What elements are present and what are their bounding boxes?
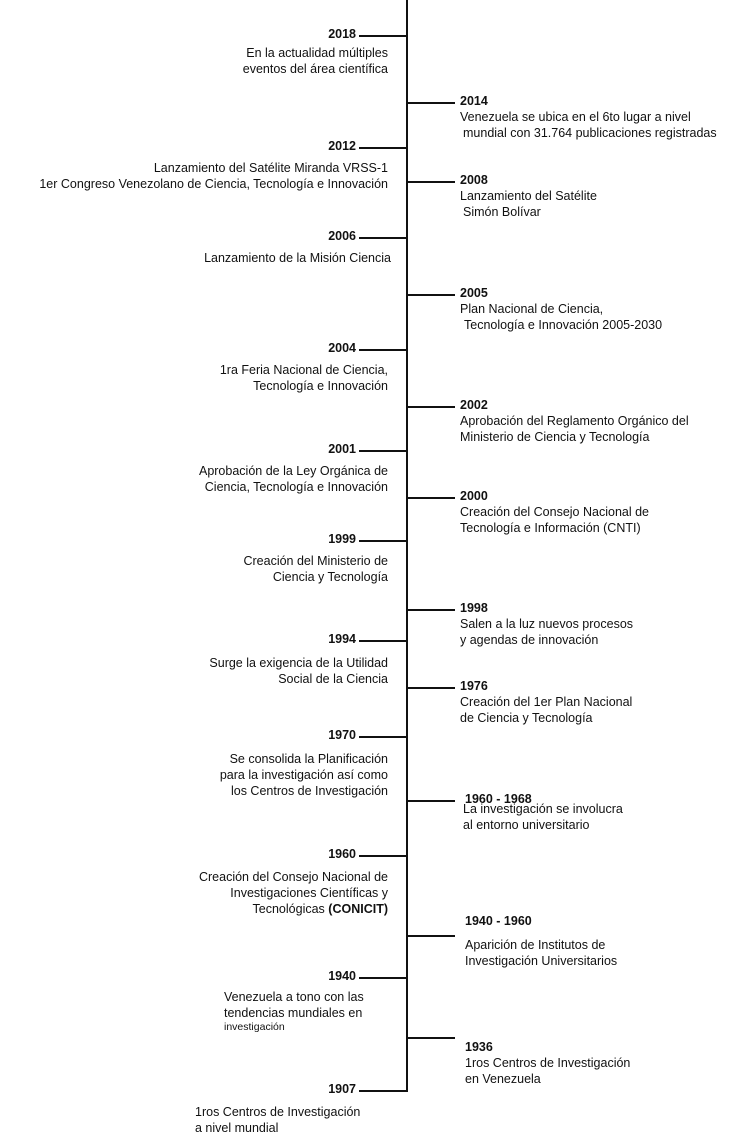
event-connector (359, 977, 406, 979)
event-description (243, 553, 388, 585)
event-year: 1999 (328, 532, 356, 546)
event-connector (408, 102, 455, 104)
event-description-line: Creación del Consejo Nacional de (460, 505, 650, 519)
event-year: 1994 (328, 632, 356, 646)
event-description (460, 188, 597, 220)
event-description-line (199, 901, 388, 917)
event-year: 2001 (328, 442, 356, 456)
event-connector (408, 935, 455, 937)
event-description-line: Ministerio de Ciencia y Tecnología (460, 430, 650, 444)
event-connector (359, 147, 406, 149)
event-description (460, 301, 662, 333)
event-description (465, 937, 617, 969)
event-description-line: Surge la exigencia de la Utilidad (209, 656, 388, 670)
event-year: 2004 (328, 341, 356, 355)
event-description-line: Lanzamiento del Satélite Miranda VRSS-1 (153, 161, 388, 175)
event-year: 1907 (328, 1082, 356, 1096)
event-description-line: Aprobación del Reglamento Orgánico del (460, 414, 689, 428)
event-connector (359, 640, 406, 642)
event-description-line: a nivel mundial (195, 1121, 279, 1135)
event-description (460, 504, 649, 536)
event-connector (359, 35, 406, 37)
event-year: 2002 (460, 398, 488, 412)
event-connector (408, 1037, 455, 1039)
event-description-line: Aparición de Institutos de (465, 938, 606, 952)
event-connector (359, 450, 406, 452)
event-description-line: Tecnología e Información (CNTI) (460, 521, 641, 535)
event-description (460, 616, 633, 648)
event-description-line: Venezuela a tono con las (224, 990, 364, 1004)
event-connector (408, 181, 455, 183)
event-year: 2014 (460, 94, 488, 108)
event-description-line: eventos del área científica (242, 62, 388, 76)
event-description-emphasis: (CONICIT) (328, 902, 388, 916)
event-year: 1976 (460, 679, 488, 693)
event-description-line: Investigaciones Científicas y (230, 886, 388, 900)
event-description-line: Social de la Ciencia (278, 672, 388, 686)
event-description (199, 463, 388, 495)
event-year: 2005 (460, 286, 488, 300)
event-description-line: Plan Nacional de Ciencia, (460, 302, 604, 316)
event-connector (359, 1090, 406, 1092)
event-description (243, 45, 388, 77)
event-description-line: para la investigación así como (219, 768, 388, 782)
event-description-line: Tecnología e Innovación 2005-2030 (464, 318, 663, 332)
event-description-line: tendencias mundiales en (224, 1006, 363, 1020)
event-year: 1940 - 1960 (465, 914, 532, 928)
event-connector (359, 855, 406, 857)
event-description (204, 250, 391, 266)
event-connector (359, 540, 406, 542)
event-description-line: investigación (224, 1021, 285, 1033)
event-description-line: La investigación se involucra (463, 802, 623, 816)
event-description-line: Ciencia, Tecnología e Innovación (204, 480, 388, 494)
event-description-line: En la actualidad múltiples (246, 46, 388, 60)
event-description-line: Lanzamiento de la Misión Ciencia (204, 251, 391, 265)
event-year: 2008 (460, 173, 488, 187)
event-description-line: Creación del Consejo Nacional de (198, 870, 388, 884)
event-description-line: de Ciencia y Tecnología (460, 711, 593, 725)
event-description-line: 1ra Feria Nacional de Ciencia, (219, 363, 388, 377)
event-description (39, 160, 388, 192)
event-description (220, 751, 388, 799)
event-year: 1970 (328, 728, 356, 742)
event-year: 1940 (328, 969, 356, 983)
event-description-line: Simón Bolívar (463, 205, 541, 219)
event-description-line: 1ros Centros de Investigación (195, 1105, 361, 1119)
event-connector (408, 406, 455, 408)
event-connector (408, 497, 455, 499)
event-description-line: Creación del 1er Plan Nacional (460, 695, 633, 709)
event-description (460, 413, 689, 445)
event-connector (408, 687, 455, 689)
event-year: 2000 (460, 489, 488, 503)
event-year: 1960 - 1968 (465, 792, 532, 806)
event-description-line: Salen a la luz nuevos procesos (460, 617, 634, 631)
event-description-line: Ciencia y Tecnología (272, 570, 388, 584)
event-description-line: Tecnología e Innovación (253, 379, 388, 393)
event-connector (359, 237, 406, 239)
event-year: 1936 (465, 1040, 493, 1054)
event-description (209, 655, 388, 687)
event-description (465, 1055, 630, 1087)
event-description-line: Lanzamiento del Satélite (460, 189, 597, 203)
event-connector (359, 349, 406, 351)
event-description-line: Se consolida la Planificación (229, 752, 388, 766)
event-description (220, 362, 388, 394)
event-description (463, 801, 623, 833)
event-description (224, 989, 364, 1034)
event-connector (408, 609, 455, 611)
event-description-line: Venezuela se ubica en el 6to lugar a nivel (460, 110, 691, 124)
event-description-line: en Venezuela (465, 1072, 541, 1086)
event-description (460, 109, 717, 141)
event-description (195, 1104, 360, 1136)
event-description-line: Aprobación de la Ley Orgánica de (198, 464, 388, 478)
event-connector (359, 736, 406, 738)
event-description-line: Creación del Ministerio de (243, 554, 388, 568)
event-year: 1960 (328, 847, 356, 861)
event-year: 2018 (328, 27, 356, 41)
event-description (460, 694, 632, 726)
event-description-line: y agendas de innovación (460, 633, 599, 647)
event-connector (408, 294, 455, 296)
event-year: 1998 (460, 601, 488, 615)
event-connector (408, 800, 455, 802)
event-description-line: Investigación Universitarios (465, 954, 618, 968)
event-description-line: 1er Congreso Venezolano de Ciencia, Tecnología e Innovación (39, 177, 388, 191)
event-description-line: al entorno universitario (463, 818, 590, 832)
event-year: 2012 (328, 139, 356, 153)
event-description-line: los Centros de Investigación (230, 784, 388, 798)
event-description (199, 869, 388, 917)
timeline-axis (406, 0, 408, 1092)
event-description-line: 1ros Centros de Investigación (465, 1056, 631, 1070)
event-description-text: Tecnológicas (252, 902, 329, 916)
event-year: 2006 (328, 229, 356, 243)
event-description-line: mundial con 31.764 publicaciones registradas (463, 126, 717, 140)
